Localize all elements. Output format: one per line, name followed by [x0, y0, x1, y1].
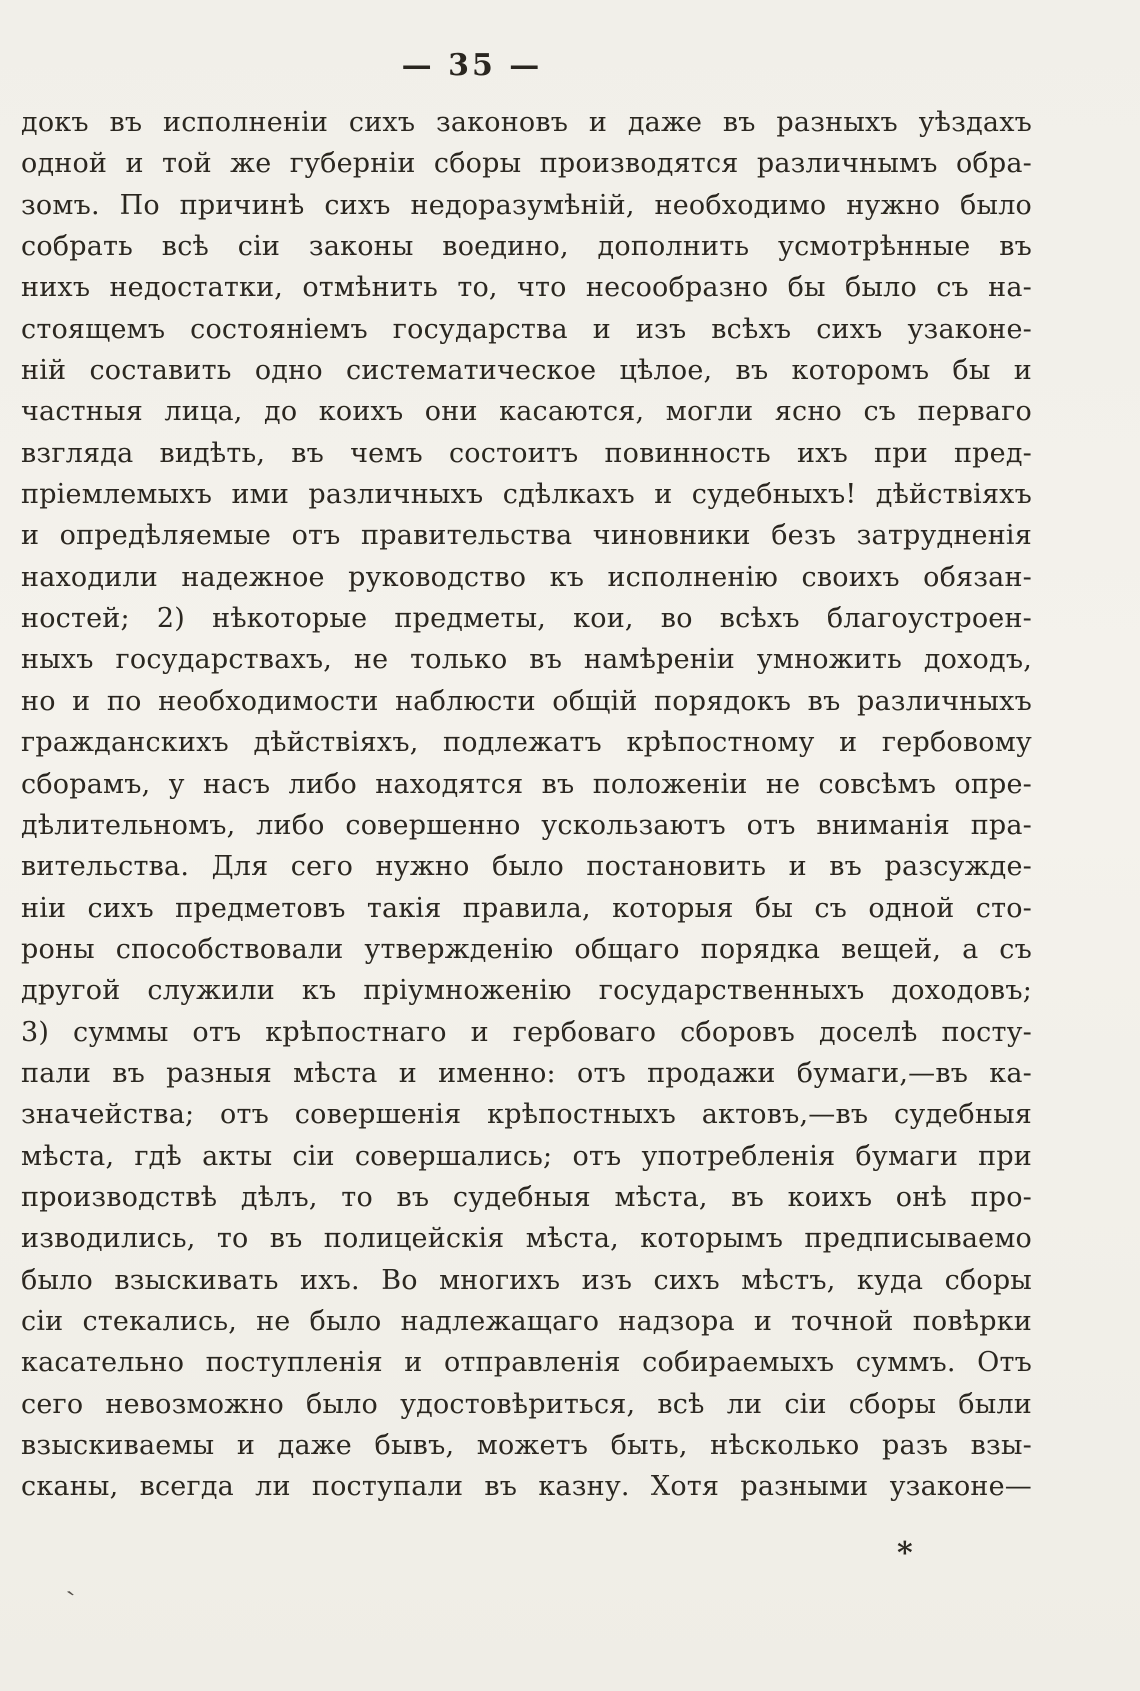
text-line: мѣста, гдѣ акты сіи совершались; отъ употребленія бумаги при	[21, 1140, 1032, 1172]
text-line: производствѣ дѣлъ, то въ судебныя мѣста, въ коихъ онѣ про-	[21, 1181, 1032, 1213]
text-line: пріемлемыхъ ими различныхъ сдѣлкахъ и судебныхъ! дѣйствіяхъ	[21, 479, 1032, 511]
text-line: сканы, всегда ли поступали въ казну. Хотя разными узаконе—	[21, 1471, 1032, 1503]
text-line: зомъ. По причинѣ сихъ недоразумѣній, необходимо нужно было	[21, 189, 1032, 221]
text-line: было взыскивать ихъ. Во многихъ изъ сихъ мѣстъ, куда сборы	[21, 1264, 1032, 1296]
footnote-asterisk: *	[897, 1536, 913, 1571]
text-line: стоящемъ состояніемъ государства и изъ всѣхъ сихъ узаконе-	[21, 313, 1032, 345]
page-number: — 35 —	[401, 48, 543, 83]
text-line: взыскиваемы и даже бывъ, можетъ быть, нѣсколько разъ взы-	[21, 1430, 1032, 1461]
text-line: взгляда видѣть, въ чемъ состоитъ повинность ихъ при пред-	[21, 437, 1032, 469]
text-line: сборамъ, у насъ либо находятся въ положеніи не совсѣмъ опре-	[21, 768, 1032, 800]
text-line: сего невозможно было удостовѣриться, всѣ ли сіи сборы были	[21, 1388, 1032, 1420]
text-line: ній составить одно систематическое цѣлое, въ которомъ бы и	[21, 355, 1032, 387]
text-line: и опредѣляемые отъ правительства чиновники безъ затрудненія	[21, 520, 1032, 552]
text-line: нихъ недостатки, отмѣнить то, что несообразно бы было съ на-	[21, 272, 1032, 304]
scan-artifact-mark: `	[64, 1586, 85, 1620]
text-line: касательно поступленія и отправленія собираемыхъ суммъ. Отъ	[21, 1347, 1032, 1379]
text-line: гражданскихъ дѣйствіяхъ, подлежатъ крѣпостному и гербовому	[21, 727, 1032, 759]
text-line: изводились, то въ полицейскія мѣста, которымъ предписываемо	[21, 1223, 1032, 1255]
text-line: роны способствовали утвержденію общаго порядка вещей, а съ	[21, 933, 1032, 965]
text-block	[21, 102, 1032, 1508]
text-line: находили надежное руководство къ исполненію своихъ обязан-	[21, 561, 1032, 593]
text-line: другой служили къ пріумноженію государственныхъ доходовъ;	[21, 975, 1032, 1007]
text-line: сіи стекались, не было надлежащаго надзора и точной повѣрки	[21, 1305, 1032, 1337]
text-line: вительства. Для сего нужно было постановить и въ разсужде-	[21, 851, 1032, 883]
text-line: собрать всѣ сіи законы воедино, дополнить усмотрѣнные въ	[21, 231, 1032, 263]
text-line: ныхъ государствахъ, не только въ намѣреніи умножить доходъ,	[21, 644, 1032, 676]
text-line: значейства; отъ совершенія крѣпостныхъ актовъ,—въ судебныя	[21, 1099, 1032, 1131]
text-line: но и по необходимости наблюсти общій порядокъ въ различныхъ	[21, 685, 1032, 717]
text-line: частныя лица, до коихъ они касаются, могли ясно съ перваго	[21, 396, 1032, 428]
text-line: дѣлительномъ, либо совершенно ускользаютъ отъ вниманія пра-	[21, 809, 1032, 841]
text-line: ностей; 2) нѣкоторые предметы, кои, во всѣхъ благоустроен-	[21, 603, 1032, 635]
text-line: одной и той же губерніи сборы производятся различнымъ обра-	[21, 148, 1032, 180]
text-line: докъ въ исполненіи сихъ законовъ и даже въ разныхъ уѣздахъ	[21, 107, 1032, 138]
text-line: пали въ разныя мѣста и именно: отъ продажи бумаги,—въ ка-	[21, 1057, 1032, 1089]
text-line: 3) суммы отъ крѣпостнаго и гербоваго сборовъ доселѣ посту-	[21, 1016, 1032, 1048]
text-line: ніи сихъ предметовъ такія правила, которыя бы съ одной сто-	[21, 892, 1032, 924]
